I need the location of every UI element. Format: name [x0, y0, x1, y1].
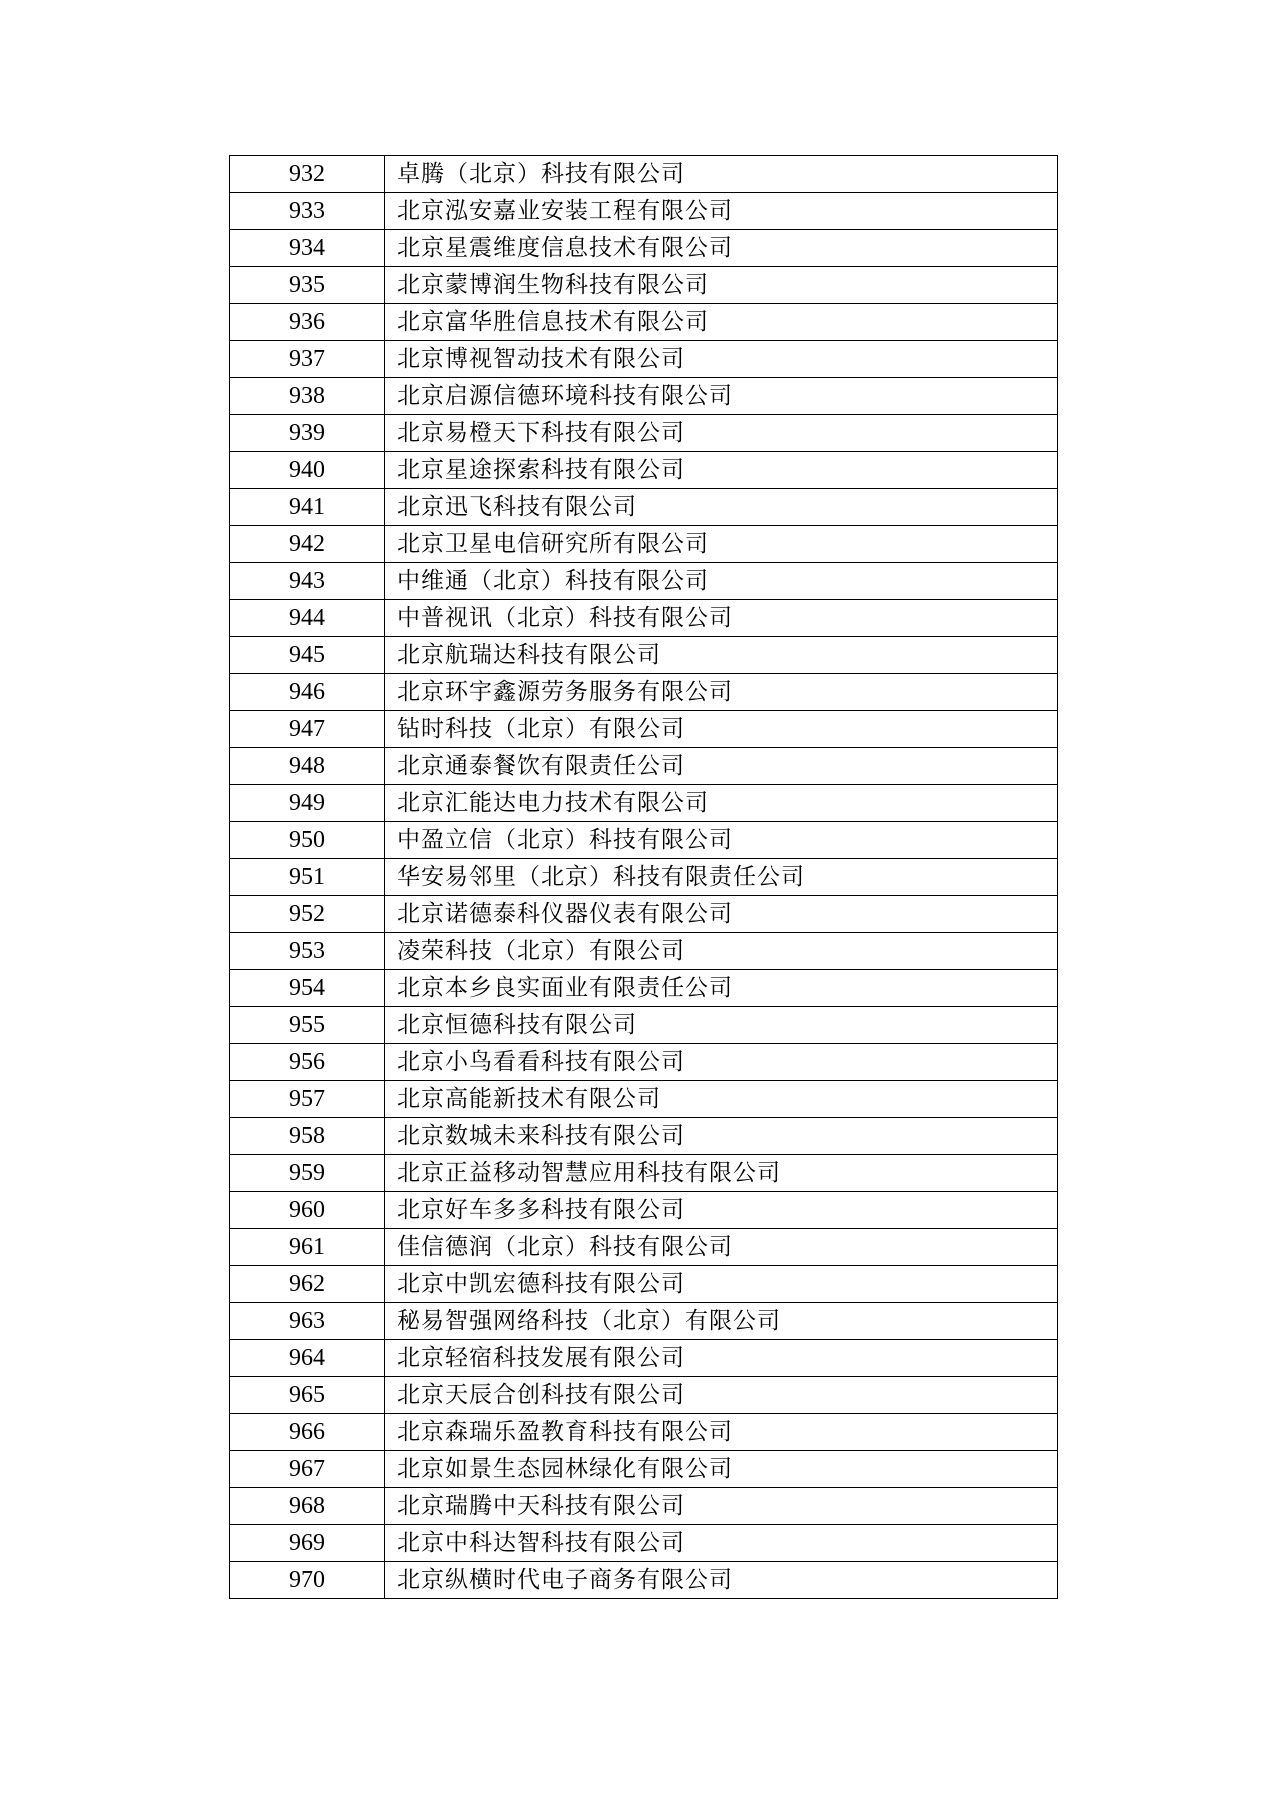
company-name-cell: 钻时科技（北京）有限公司 — [385, 711, 1058, 748]
row-number-cell: 951 — [230, 859, 385, 896]
table-row — [230, 711, 1058, 748]
row-number-cell: 938 — [230, 378, 385, 415]
table-row — [230, 785, 1058, 822]
table-row — [230, 1266, 1058, 1303]
table-row — [230, 1488, 1058, 1525]
row-number-cell: 934 — [230, 230, 385, 267]
company-name-cell: 中维通（北京）科技有限公司 — [385, 563, 1058, 600]
row-number-cell: 942 — [230, 526, 385, 563]
table-row — [230, 637, 1058, 674]
table-row — [230, 896, 1058, 933]
row-number-cell: 966 — [230, 1414, 385, 1451]
table-row — [230, 526, 1058, 563]
row-number-cell: 962 — [230, 1266, 385, 1303]
company-name-cell: 北京恒德科技有限公司 — [385, 1007, 1058, 1044]
company-name-cell: 北京瑞腾中天科技有限公司 — [385, 1488, 1058, 1525]
table-row — [230, 452, 1058, 489]
table-row — [230, 378, 1058, 415]
company-name-cell: 北京泓安嘉业安装工程有限公司 — [385, 193, 1058, 230]
row-number-cell: 970 — [230, 1562, 385, 1599]
row-number-cell: 955 — [230, 1007, 385, 1044]
table-row — [230, 859, 1058, 896]
company-name-cell: 北京汇能达电力技术有限公司 — [385, 785, 1058, 822]
table-row — [230, 1044, 1058, 1081]
company-name-cell: 北京迅飞科技有限公司 — [385, 489, 1058, 526]
row-number-cell: 969 — [230, 1525, 385, 1562]
table-row — [230, 970, 1058, 1007]
company-name-cell: 秘易智强网络科技（北京）有限公司 — [385, 1303, 1058, 1340]
row-number-cell: 968 — [230, 1488, 385, 1525]
company-name-cell: 北京易橙天下科技有限公司 — [385, 415, 1058, 452]
table-body — [230, 156, 1058, 1599]
table-row — [230, 748, 1058, 785]
table-row — [230, 933, 1058, 970]
row-number-cell: 946 — [230, 674, 385, 711]
company-name-cell: 北京环宇鑫源劳务服务有限公司 — [385, 674, 1058, 711]
row-number-cell: 960 — [230, 1192, 385, 1229]
company-name-cell: 北京数城未来科技有限公司 — [385, 1118, 1058, 1155]
table-row — [230, 1525, 1058, 1562]
table-row — [230, 1377, 1058, 1414]
company-name-cell: 华安易邻里（北京）科技有限责任公司 — [385, 859, 1058, 896]
row-number-cell: 958 — [230, 1118, 385, 1155]
company-name-cell: 北京中科达智科技有限公司 — [385, 1525, 1058, 1562]
company-name-cell: 北京中凯宏德科技有限公司 — [385, 1266, 1058, 1303]
company-name-cell: 北京通泰餐饮有限责任公司 — [385, 748, 1058, 785]
company-name-cell: 凌荣科技（北京）有限公司 — [385, 933, 1058, 970]
company-name-cell: 北京博视智动技术有限公司 — [385, 341, 1058, 378]
table-row — [230, 1007, 1058, 1044]
row-number-cell: 933 — [230, 193, 385, 230]
row-number-cell: 947 — [230, 711, 385, 748]
row-number-cell: 953 — [230, 933, 385, 970]
table-row — [230, 1229, 1058, 1266]
row-number-cell: 965 — [230, 1377, 385, 1414]
company-name-cell: 北京轻宿科技发展有限公司 — [385, 1340, 1058, 1377]
table-row — [230, 674, 1058, 711]
company-name-cell: 中普视讯（北京）科技有限公司 — [385, 600, 1058, 637]
table-row — [230, 1118, 1058, 1155]
row-number-cell: 943 — [230, 563, 385, 600]
table-row — [230, 489, 1058, 526]
company-name-cell: 佳信德润（北京）科技有限公司 — [385, 1229, 1058, 1266]
row-number-cell: 935 — [230, 267, 385, 304]
company-name-cell: 北京航瑞达科技有限公司 — [385, 637, 1058, 674]
company-name-cell: 北京启源信德环境科技有限公司 — [385, 378, 1058, 415]
table-row — [230, 1414, 1058, 1451]
row-number-cell: 936 — [230, 304, 385, 341]
row-number-cell: 952 — [230, 896, 385, 933]
company-name-cell: 北京森瑞乐盈教育科技有限公司 — [385, 1414, 1058, 1451]
table-row — [230, 415, 1058, 452]
company-name-cell: 北京蒙博润生物科技有限公司 — [385, 267, 1058, 304]
row-number-cell: 954 — [230, 970, 385, 1007]
company-name-cell: 北京高能新技术有限公司 — [385, 1081, 1058, 1118]
company-name-cell: 北京本乡良实面业有限责任公司 — [385, 970, 1058, 1007]
table-row — [230, 600, 1058, 637]
row-number-cell: 957 — [230, 1081, 385, 1118]
row-number-cell: 940 — [230, 452, 385, 489]
table-row — [230, 1562, 1058, 1599]
row-number-cell: 944 — [230, 600, 385, 637]
table-row — [230, 341, 1058, 378]
row-number-cell: 959 — [230, 1155, 385, 1192]
table-row — [230, 193, 1058, 230]
row-number-cell: 939 — [230, 415, 385, 452]
table-row — [230, 156, 1058, 193]
company-name-cell: 北京星震维度信息技术有限公司 — [385, 230, 1058, 267]
company-name-cell: 北京正益移动智慧应用科技有限公司 — [385, 1155, 1058, 1192]
company-name-cell: 北京天辰合创科技有限公司 — [385, 1377, 1058, 1414]
company-name-cell: 北京富华胜信息技术有限公司 — [385, 304, 1058, 341]
table-row — [230, 1192, 1058, 1229]
table-row — [230, 1340, 1058, 1377]
row-number-cell: 956 — [230, 1044, 385, 1081]
table-row — [230, 1155, 1058, 1192]
row-number-cell: 941 — [230, 489, 385, 526]
company-name-cell: 北京纵横时代电子商务有限公司 — [385, 1562, 1058, 1599]
table-row — [230, 267, 1058, 304]
row-number-cell: 961 — [230, 1229, 385, 1266]
row-number-cell: 964 — [230, 1340, 385, 1377]
company-list-table — [229, 155, 1058, 1599]
table-row — [230, 563, 1058, 600]
company-name-cell: 北京好车多多科技有限公司 — [385, 1192, 1058, 1229]
row-number-cell: 945 — [230, 637, 385, 674]
company-name-cell: 卓腾（北京）科技有限公司 — [385, 156, 1058, 193]
row-number-cell: 932 — [230, 156, 385, 193]
company-name-cell: 北京卫星电信研究所有限公司 — [385, 526, 1058, 563]
row-number-cell: 948 — [230, 748, 385, 785]
table-row — [230, 230, 1058, 267]
table-row — [230, 1451, 1058, 1488]
company-name-cell: 北京诺德泰科仪器仪表有限公司 — [385, 896, 1058, 933]
row-number-cell: 967 — [230, 1451, 385, 1488]
table-row — [230, 304, 1058, 341]
company-name-cell: 北京如景生态园林绿化有限公司 — [385, 1451, 1058, 1488]
row-number-cell: 950 — [230, 822, 385, 859]
table-row — [230, 1081, 1058, 1118]
row-number-cell: 963 — [230, 1303, 385, 1340]
table-row — [230, 1303, 1058, 1340]
table-row — [230, 822, 1058, 859]
company-name-cell: 北京小鸟看看科技有限公司 — [385, 1044, 1058, 1081]
company-name-cell: 北京星途探索科技有限公司 — [385, 452, 1058, 489]
row-number-cell: 949 — [230, 785, 385, 822]
company-name-cell: 中盈立信（北京）科技有限公司 — [385, 822, 1058, 859]
row-number-cell: 937 — [230, 341, 385, 378]
